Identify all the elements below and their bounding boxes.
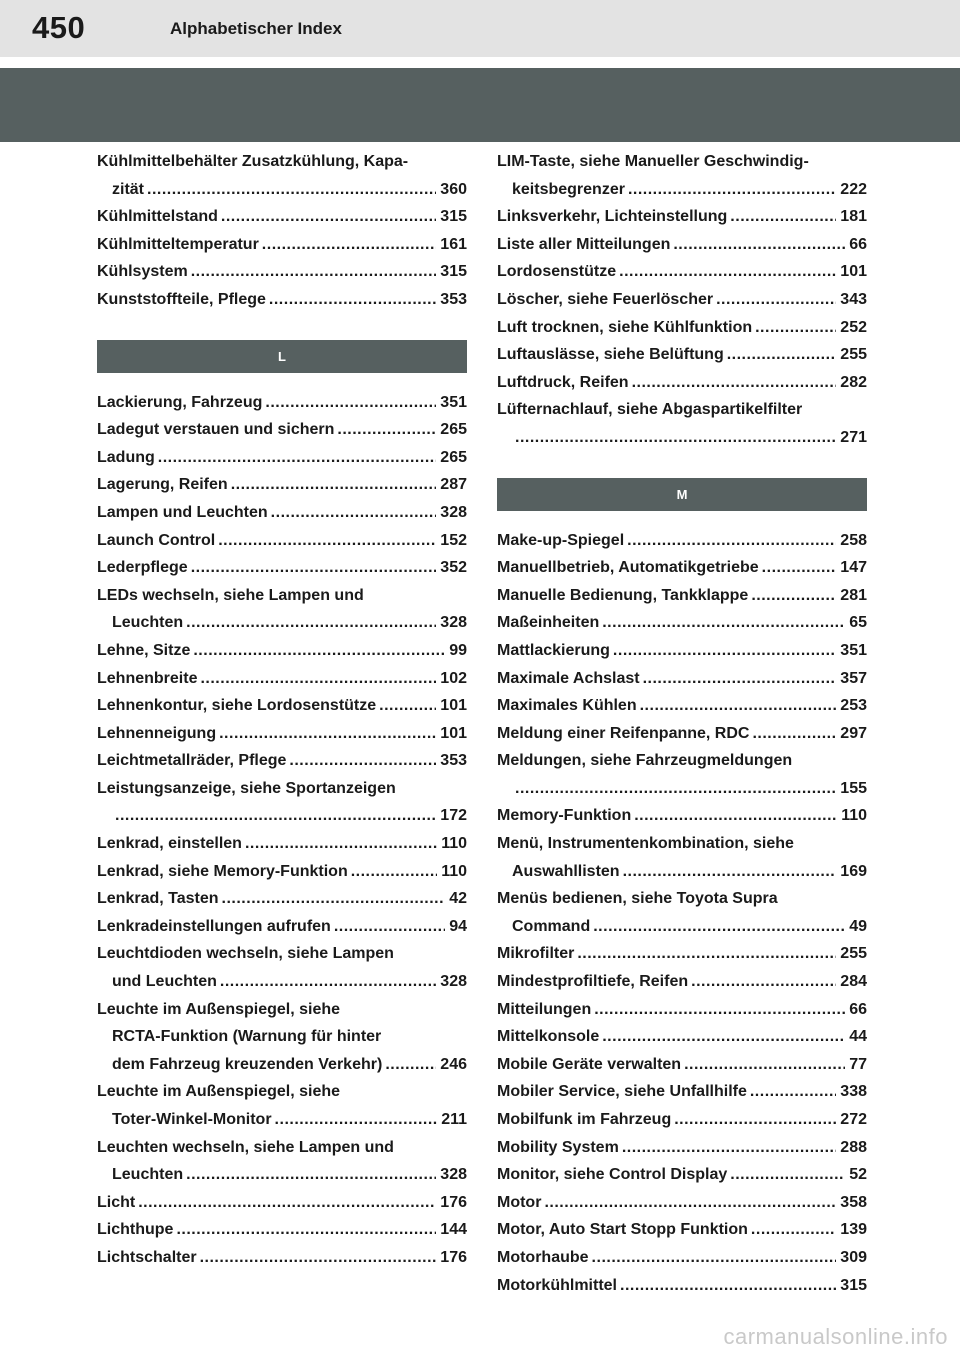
- index-entry: [497, 885, 867, 940]
- entry-text: Leichtmetallräder, Pflege: [97, 752, 287, 770]
- dot-leader: [186, 1161, 436, 1189]
- dot-leader: [730, 1161, 845, 1189]
- index-entry: [497, 665, 867, 693]
- entry-page-number: 352: [440, 559, 467, 577]
- index-entry: [97, 1244, 467, 1272]
- entry-text: Leuchte im Außenspiegel, siehe: [97, 1000, 341, 1018]
- dot-leader: [640, 692, 837, 720]
- entry-page-number: 155: [840, 779, 867, 797]
- entry-page-number: 271: [840, 428, 867, 446]
- entry-page-number: 176: [440, 1248, 467, 1266]
- index-entry: [97, 775, 467, 830]
- index-entry: [97, 286, 467, 314]
- entry-text: Lenkradeinstellungen aufrufen: [97, 917, 331, 935]
- index-entry: [497, 148, 867, 203]
- entry-page-number: 288: [840, 1138, 867, 1156]
- entry-page-number: 147: [840, 559, 867, 577]
- entry-page-number: 272: [840, 1111, 867, 1128]
- entry-text: Liste aller Mitteilungen: [497, 235, 671, 253]
- header-bar: [0, 0, 960, 57]
- entry-page-number: 169: [840, 862, 867, 880]
- entry-text: Lagerung, Reifen: [97, 476, 228, 494]
- dot-leader: [191, 554, 437, 582]
- entry-page-number: 297: [840, 724, 867, 742]
- index-entry: [497, 341, 867, 369]
- dot-leader: [222, 885, 446, 913]
- dot-leader: [158, 444, 437, 472]
- entry-page-number: 110: [841, 807, 867, 825]
- index-entry: [97, 940, 467, 995]
- entry-text: LIM-Taste, siehe Manueller Geschwindig-: [497, 153, 809, 170]
- dot-leader: [673, 231, 845, 259]
- index-entry: [497, 286, 867, 314]
- entry-text: Leuchten: [112, 614, 184, 632]
- entry-text: Mobility System: [497, 1138, 619, 1156]
- index-entry: [97, 1134, 467, 1189]
- entry-text: Launch Control: [97, 531, 216, 549]
- index-entry: [497, 1272, 867, 1300]
- entry-text: Kühlmitteltemperatur: [97, 235, 259, 253]
- index-entry: [97, 1078, 467, 1133]
- index-entry: [97, 389, 467, 417]
- entry-page-number: 42: [449, 890, 467, 908]
- entry-text: Menü, Instrumentenkombination, siehe: [497, 835, 794, 853]
- dot-leader: [200, 665, 436, 693]
- entry-page-number: 181: [840, 208, 867, 226]
- entry-page-number: 99: [449, 641, 467, 659]
- entry-text: Memory-Funktion: [497, 807, 632, 825]
- dot-leader: [515, 775, 836, 803]
- dot-leader: [200, 1244, 437, 1272]
- entry-page-number: 343: [840, 290, 867, 308]
- dot-leader: [602, 1023, 845, 1051]
- entry-text: Kühlmittelstand: [97, 208, 218, 226]
- dot-leader: [751, 1216, 836, 1244]
- entry-page-number: 284: [840, 973, 867, 991]
- entry-page-number: 357: [840, 669, 867, 687]
- entry-text: Mattlackierung: [497, 641, 610, 659]
- entry-text: Make-up-Spiegel: [497, 531, 625, 549]
- index-entry: [97, 858, 467, 886]
- index-entry: [97, 554, 467, 582]
- index-entry: [497, 258, 867, 286]
- dot-leader: [271, 499, 437, 527]
- entry-page-number: 328: [440, 973, 467, 991]
- entry-page-number: 49: [849, 917, 867, 935]
- index-entry: [497, 940, 867, 968]
- dot-leader: [691, 968, 836, 996]
- entry-text: Lehnenbreite: [97, 669, 198, 687]
- entry-text: Mobiler Service, siehe Unfallhilfe: [497, 1083, 747, 1101]
- dot-leader: [619, 258, 836, 286]
- index-entry: [97, 499, 467, 527]
- index-entry: [97, 665, 467, 693]
- entry-text: Manuelle Bedienung, Tankklappe: [497, 586, 749, 604]
- dot-leader: [385, 1051, 436, 1079]
- entry-text: Ladegut verstauen und sichern: [97, 421, 335, 439]
- dot-leader: [379, 692, 436, 720]
- dot-leader: [602, 609, 845, 637]
- dot-leader: [620, 1272, 836, 1300]
- entry-page-number: 110: [441, 835, 467, 853]
- entry-page-number: 246: [440, 1055, 467, 1073]
- dot-leader: [577, 940, 836, 968]
- dot-leader: [622, 1134, 836, 1162]
- index-entry: [497, 231, 867, 259]
- entry-page-number: 309: [840, 1248, 867, 1266]
- dot-leader: [632, 369, 837, 397]
- entry-page-number: 161: [440, 235, 467, 253]
- entry-text: Mikrofilter: [497, 945, 575, 963]
- entry-text: Motorkühlmittel: [497, 1276, 617, 1294]
- dot-leader: [634, 802, 837, 830]
- entry-text: Lenkrad, siehe Memory-Funktion: [97, 862, 348, 880]
- entry-text: zität: [112, 180, 144, 198]
- dot-leader: [191, 258, 437, 286]
- entry-text: Lehne, Sitze: [97, 641, 191, 659]
- index-entry: [497, 203, 867, 231]
- index-entry: [497, 1216, 867, 1244]
- entry-page-number: 94: [449, 917, 467, 935]
- index-entry: [97, 527, 467, 555]
- index-entry: [497, 637, 867, 665]
- entry-page-number: 176: [440, 1193, 467, 1211]
- entry-page-number: 66: [849, 1000, 867, 1018]
- dot-leader: [727, 341, 837, 369]
- index-entry: [497, 720, 867, 748]
- entry-text: Motor, Auto Start Stopp Funktion: [497, 1221, 748, 1239]
- index-entry: [497, 747, 867, 802]
- entry-page-number: 315: [440, 263, 467, 281]
- index-entry: [97, 885, 467, 913]
- entry-page-number: 255: [840, 945, 867, 963]
- entry-page-number: 328: [440, 503, 467, 521]
- dot-leader: [544, 1189, 836, 1217]
- dot-leader: [751, 582, 836, 610]
- index-entry: [497, 968, 867, 996]
- index-entry: [97, 747, 467, 775]
- entry-text: Ladung: [97, 448, 155, 466]
- header-band: [0, 68, 960, 142]
- index-entry: [97, 637, 467, 665]
- entry-text: Lenkrad, Tasten: [97, 890, 219, 908]
- entry-page-number: 351: [440, 393, 467, 411]
- index-entry: [497, 396, 867, 451]
- index-entry: [497, 1051, 867, 1079]
- dot-leader: [762, 554, 837, 582]
- dot-leader: [593, 913, 845, 941]
- index-entry: [97, 913, 467, 941]
- dot-leader: [219, 720, 436, 748]
- dot-leader: [231, 471, 437, 499]
- dot-leader: [750, 1078, 836, 1106]
- entry-page-number: 65: [849, 614, 867, 632]
- entry-text: Mittelkonsole: [497, 1028, 600, 1046]
- entry-text: Maximale Achslast: [497, 669, 640, 687]
- entry-text: Kühlmittelbehälter Zusatzkühlung, Kapa-: [97, 153, 409, 170]
- entry-text: Leuchte im Außenspiegel, siehe: [97, 1083, 341, 1101]
- entry-text: Mitteilungen: [497, 1000, 592, 1018]
- dot-leader: [643, 665, 837, 693]
- entry-page-number: 101: [440, 724, 467, 742]
- dot-leader: [115, 802, 436, 830]
- index-entry: [497, 802, 867, 830]
- dot-leader: [351, 858, 437, 886]
- entry-page-number: 101: [840, 263, 867, 281]
- entry-text: Lichtschalter: [97, 1248, 197, 1266]
- index-entry: [97, 720, 467, 748]
- dot-leader: [218, 527, 436, 555]
- index-column-left: [97, 148, 467, 1272]
- entry-text: Meldungen, siehe Fahrzeugmeldungen: [497, 752, 793, 770]
- section-letter-m: M: [497, 478, 867, 511]
- entry-text: Motor: [497, 1193, 542, 1211]
- entry-text: Mobilfunk im Fahrzeug: [497, 1111, 672, 1128]
- dot-leader: [755, 314, 836, 342]
- entry-text: Meldung einer Reifenpanne, RDC: [497, 724, 750, 742]
- index-entry: [497, 1244, 867, 1272]
- entry-page-number: 52: [849, 1166, 867, 1184]
- dot-leader: [730, 203, 836, 231]
- entry-text: Toter-Winkel-Monitor: [112, 1111, 272, 1128]
- entry-text: Lehnenkontur, siehe Lordosenstütze: [97, 697, 377, 715]
- dot-leader: [220, 968, 436, 996]
- dot-leader: [594, 996, 845, 1024]
- index-entry: [97, 416, 467, 444]
- dot-leader: [337, 416, 436, 444]
- index-entry: [97, 830, 467, 858]
- index-entry: [97, 231, 467, 259]
- entry-page-number: 144: [440, 1221, 467, 1239]
- index-entry: [97, 692, 467, 720]
- index-entry: [97, 996, 467, 1079]
- entry-page-number: 353: [440, 752, 467, 770]
- entry-text: Lichthupe: [97, 1221, 174, 1239]
- index-entry: [497, 1106, 867, 1134]
- entry-page-number: 358: [840, 1193, 867, 1211]
- dot-leader: [592, 1244, 837, 1272]
- entry-text: dem Fahrzeug kreuzenden Verkehr): [112, 1055, 383, 1073]
- entry-page-number: 211: [441, 1111, 467, 1128]
- dot-leader: [275, 1106, 438, 1134]
- entry-page-number: 252: [840, 318, 867, 336]
- dot-leader: [334, 913, 445, 941]
- dot-leader: [147, 176, 436, 204]
- entry-text: Manuellbetrieb, Automatikgetriebe: [497, 559, 759, 577]
- index-entry: [497, 830, 867, 885]
- entry-page-number: 351: [840, 641, 867, 659]
- entry-text: Löscher, siehe Feuerlöscher: [497, 290, 714, 308]
- entry-text: und Leuchten: [112, 973, 217, 991]
- index-entry: [97, 203, 467, 231]
- entry-text: Leuchten: [112, 1166, 184, 1184]
- index-entry: [97, 148, 467, 203]
- entry-text: Menüs bedienen, siehe Toyota Supra: [497, 890, 778, 908]
- entry-text: Command: [512, 917, 591, 935]
- entry-page-number: 222: [840, 180, 867, 198]
- dot-leader: [627, 527, 836, 555]
- entry-page-number: 77: [849, 1055, 867, 1073]
- entry-page-number: 315: [840, 1276, 867, 1294]
- dot-leader: [186, 609, 436, 637]
- entry-text: Leistungsanzeige, siehe Sportanzeigen: [97, 779, 396, 797]
- index-entry: [97, 258, 467, 286]
- entry-page-number: 139: [840, 1221, 867, 1239]
- entry-text: Maximales Kühlen: [497, 697, 637, 715]
- index-entry: [497, 554, 867, 582]
- entry-text: Mobile Geräte verwalten: [497, 1055, 682, 1073]
- entry-text: Monitor, siehe Control Display: [497, 1166, 728, 1184]
- entry-text: Linksverkehr, Lichteinstellung: [497, 208, 728, 226]
- entry-page-number: 265: [440, 448, 467, 466]
- index-entry: [497, 369, 867, 397]
- entry-text: Leuchtdioden wechseln, siehe Lampen: [97, 945, 394, 963]
- entry-page-number: 110: [441, 862, 467, 880]
- entry-page-number: 282: [840, 373, 867, 391]
- index-entry: [497, 1078, 867, 1106]
- entry-page-number: 102: [440, 669, 467, 687]
- section-letter-l: L: [97, 340, 467, 373]
- dot-leader: [221, 203, 436, 231]
- watermark: carmanualsonline.info: [723, 1324, 948, 1349]
- dot-leader: [628, 176, 836, 204]
- index-entry: [97, 1216, 467, 1244]
- index-entry: [497, 1189, 867, 1217]
- index-entry: [97, 471, 467, 499]
- dot-leader: [245, 830, 437, 858]
- page-number: 450: [32, 10, 86, 45]
- entry-page-number: 255: [840, 346, 867, 364]
- entry-text: Motorhaube: [497, 1248, 589, 1266]
- entry-text: Lampen und Leuchten: [97, 503, 268, 521]
- entry-text: LEDs wechseln, siehe Lampen und: [97, 586, 364, 604]
- dot-leader: [613, 637, 836, 665]
- index-entry: [497, 996, 867, 1024]
- index-entry: [497, 692, 867, 720]
- index-entry: [497, 1023, 867, 1051]
- dot-leader: [176, 1216, 436, 1244]
- entry-text: Luft trocknen, siehe Kühlfunktion: [497, 318, 753, 336]
- index-entry: [97, 582, 467, 637]
- entry-page-number: 328: [440, 1166, 467, 1184]
- entry-page-number: 281: [840, 586, 867, 604]
- entry-page-number: 265: [440, 421, 467, 439]
- entry-page-number: 258: [840, 531, 867, 549]
- entry-page-number: 253: [840, 697, 867, 715]
- entry-text: Luftauslässe, siehe Belüftung: [497, 346, 724, 364]
- index-entry: [497, 1134, 867, 1162]
- dot-leader: [193, 637, 445, 665]
- entry-text: Auswahllisten: [512, 862, 620, 880]
- entry-page-number: 315: [440, 208, 467, 226]
- entry-text: Leuchten wechseln, siehe Lampen und: [97, 1138, 394, 1156]
- entry-text: Lederpflege: [97, 559, 188, 577]
- entry-text: Mindestprofiltiefe, Reifen: [497, 973, 689, 991]
- dot-leader: [752, 720, 836, 748]
- index-entry: [497, 527, 867, 555]
- entry-page-number: 101: [440, 697, 467, 715]
- entry-page-number: 338: [840, 1083, 867, 1101]
- dot-leader: [674, 1106, 836, 1134]
- index-entry: [497, 314, 867, 342]
- dot-leader: [138, 1189, 436, 1217]
- index-entry: [97, 444, 467, 472]
- entry-text: Kühlsystem: [97, 263, 188, 281]
- entry-page-number: 172: [440, 807, 467, 825]
- entry-text: Lenkrad, einstellen: [97, 835, 242, 853]
- entry-page-number: 44: [849, 1028, 867, 1046]
- entry-text: keitsbegrenzer: [512, 180, 625, 198]
- dot-leader: [716, 286, 836, 314]
- index-entry: [497, 609, 867, 637]
- entry-text: Lordosenstütze: [497, 263, 617, 281]
- dot-leader: [684, 1051, 845, 1079]
- entry-text: Licht: [97, 1193, 136, 1211]
- dot-leader: [289, 747, 436, 775]
- entry-text: Lehnenneigung: [97, 724, 217, 742]
- dot-leader: [265, 389, 436, 417]
- entry-page-number: 287: [440, 476, 467, 494]
- entry-text: RCTA-Funktion (Warnung für hinter: [112, 1028, 382, 1046]
- dot-leader: [262, 231, 437, 259]
- entry-text: Luftdruck, Reifen: [497, 373, 629, 391]
- index-entry: [97, 1189, 467, 1217]
- entry-page-number: 66: [849, 235, 867, 253]
- dot-leader: [269, 286, 436, 314]
- entry-text: Lüfternachlauf, siehe Abgaspartikelfilter: [497, 401, 803, 419]
- entry-text: Lackierung, Fahrzeug: [97, 393, 263, 411]
- index-entry: [497, 1161, 867, 1189]
- entry-page-number: 353: [440, 290, 467, 308]
- index-entry: [497, 582, 867, 610]
- page-title: Alphabetischer Index: [170, 19, 342, 38]
- entry-page-number: 360: [440, 180, 467, 198]
- entry-page-number: 152: [440, 531, 467, 549]
- dot-leader: [515, 424, 836, 452]
- index-column-right: [497, 148, 867, 1299]
- entry-text: Maßeinheiten: [497, 614, 600, 632]
- entry-text: Kunststoffteile, Pflege: [97, 290, 266, 308]
- dot-leader: [623, 858, 837, 886]
- entry-page-number: 328: [440, 614, 467, 632]
